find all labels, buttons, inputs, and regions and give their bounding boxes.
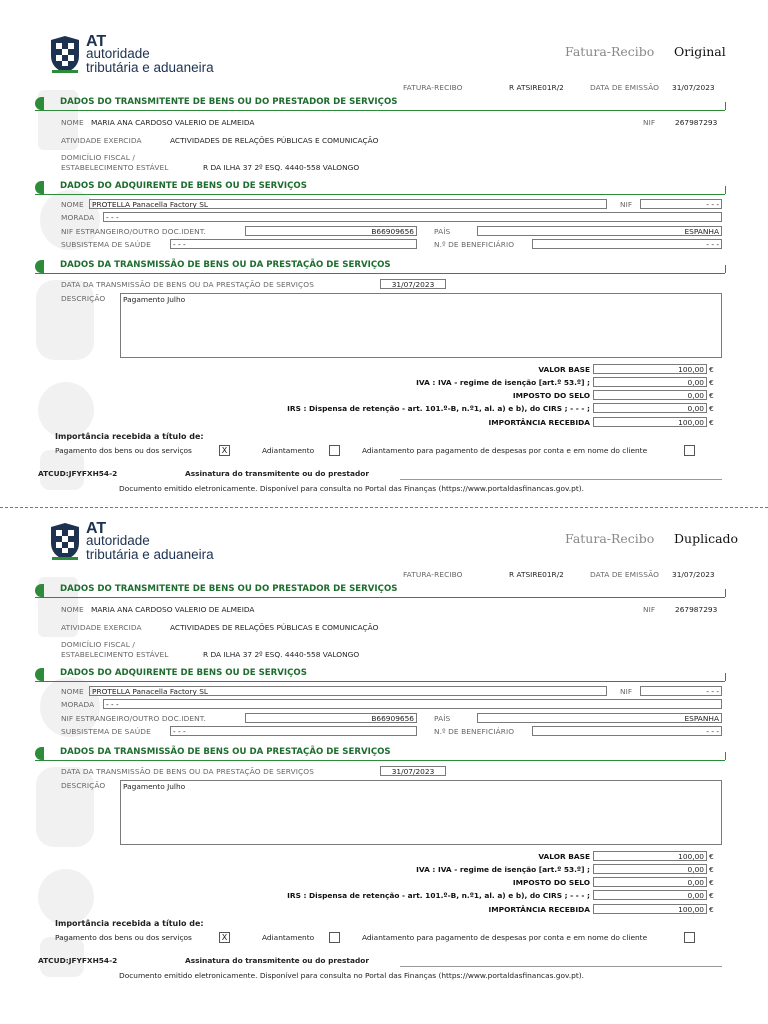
received-label: IMPORTÂNCIA RECEBIDA	[488, 905, 590, 914]
seller-domicile: R DA ILHA 37 2º ESQ. 4440-558 VALONGO	[203, 163, 360, 172]
buyer-beneficiary-label: N.º DE BENEFICIÁRIO	[434, 727, 515, 736]
irs-value: 0,00	[593, 890, 707, 900]
iva-currency: €	[709, 865, 714, 874]
electronic-note: Documento emitido eletronicamente. Disponível para consulta no Portal das Finanças (https://www.portaldasfinancas.gov.pt).	[119, 971, 584, 980]
payment-option-expenses-checkbox[interactable]	[684, 932, 695, 943]
atcud-code: ATCUD:JFYFXH54-2	[38, 956, 118, 965]
base-value: 100,00	[593, 364, 707, 374]
invoice-copy	[0, 487, 768, 992]
section-transaction: DADOS DA TRANSMISSÃO DE BENS OU DA PRESTAÇÃO DE SERVIÇOS	[35, 259, 725, 274]
signature-label: Assinatura do transmitente ou do prestador	[185, 956, 369, 965]
seller-activity: ACTIVIDADES DE RELAÇÕES PÚBLICAS E COMUNICAÇÃO	[170, 136, 379, 145]
payment-option-goods-checkbox[interactable]: X	[219, 445, 230, 456]
buyer-health-field: - - -	[170, 726, 417, 736]
received-label: IMPORTÂNCIA RECEBIDA	[488, 418, 590, 427]
buyer-foreign-nif-label: NIF ESTRANGEIRO/OUTRO DOC.IDENT.	[61, 227, 206, 236]
seller-name-label: NOME	[61, 118, 84, 127]
copy-label: Duplicado	[674, 531, 739, 546]
iva-value: 0,00	[593, 864, 707, 874]
base-currency: €	[709, 365, 714, 374]
buyer-nif-field: - - -	[640, 199, 722, 209]
doc-number: R ATSIRE01R/2	[509, 83, 564, 92]
at-logo-icon	[47, 34, 83, 74]
seller-name: MARIA ANA CARDOSO VALERIO DE ALMEIDA	[91, 118, 255, 127]
section-buyer: DADOS DO ADQUIRENTE DE BENS OU DE SERVIÇOS	[35, 667, 725, 682]
doc-label: FATURA-RECIBO	[403, 570, 463, 579]
iva-value: 0,00	[593, 377, 707, 387]
seller-domicile-label-2: ESTABELECIMENTO ESTÁVEL	[61, 650, 169, 659]
buyer-beneficiary-label: N.º DE BENEFICIÁRIO	[434, 240, 515, 249]
payment-option-goods-label: Pagamento dos bens ou dos serviços	[55, 446, 192, 455]
description-field: Pagamento Julho	[120, 780, 722, 845]
irs-label: IRS : Dispensa de retenção - art. 101.º-B, n.º1, al. a) e b), do CIRS ; - - - ;	[287, 404, 590, 413]
seller-domicile-label-2: ESTABELECIMENTO ESTÁVEL	[61, 163, 169, 172]
payment-option-advance-checkbox[interactable]	[329, 445, 340, 456]
logo-line2: tributária e aduaneira	[86, 60, 214, 75]
buyer-name-label: NOME	[61, 200, 84, 209]
logo-at-text: AT	[86, 520, 107, 537]
transaction-date-label: DATA DA TRANSMISSÃO DE BENS OU DA PRESTAÇÃO DE SERVIÇOS	[61, 767, 314, 776]
transaction-date-field: 31/07/2023	[380, 766, 446, 776]
payment-title: Importância recebida a título de:	[55, 919, 204, 928]
copy-label: Original	[674, 44, 726, 59]
buyer-name-field: PROTELLA Panacella Factory SL	[89, 686, 607, 696]
received-currency: €	[709, 418, 714, 427]
payment-option-advance-label: Adiantamento	[262, 446, 315, 455]
base-label: VALOR BASE	[538, 365, 590, 374]
payment-option-expenses-label: Adiantamento para pagamento de despesas por conta e em nome do cliente	[362, 446, 648, 455]
buyer-foreign-nif-label: NIF ESTRANGEIRO/OUTRO DOC.IDENT.	[61, 714, 206, 723]
buyer-country-label: PAÍS	[434, 714, 451, 723]
iva-label: IVA : IVA - regime de isenção [art.º 53.º] ;	[416, 378, 590, 387]
description-field: Pagamento Julho	[120, 293, 722, 358]
buyer-name-label: NOME	[61, 687, 84, 696]
description-label: DESCRIÇÃO	[61, 294, 106, 303]
document-type: Fatura-Recibo	[565, 44, 655, 59]
electronic-note: Documento emitido eletronicamente. Disponível para consulta no Portal das Finanças (https://www.portaldasfinancas.gov.pt).	[119, 484, 584, 493]
selo-currency: €	[709, 878, 714, 887]
seller-nif-label: NIF	[643, 118, 656, 127]
seller-activity-label: ATIVIDADE EXERCIDA	[61, 623, 142, 632]
section-seller: DADOS DO TRANSMITENTE DE BENS OU DO PRESTADOR DE SERVIÇOS	[35, 96, 725, 111]
buyer-name-field: PROTELLA Panacella Factory SL	[89, 199, 607, 209]
seller-domicile-label-1: DOMICÍLIO FISCAL /	[61, 640, 135, 649]
section-buyer: DADOS DO ADQUIRENTE DE BENS OU DE SERVIÇOS	[35, 180, 725, 195]
buyer-country-label: PAÍS	[434, 227, 451, 236]
seller-activity: ACTIVIDADES DE RELAÇÕES PÚBLICAS E COMUNICAÇÃO	[170, 623, 379, 632]
payment-option-advance-checkbox[interactable]	[329, 932, 340, 943]
iva-label: IVA : IVA - regime de isenção [art.º 53.º] ;	[416, 865, 590, 874]
logo-at-text: AT	[86, 33, 107, 50]
base-value: 100,00	[593, 851, 707, 861]
transaction-date-label: DATA DA TRANSMISSÃO DE BENS OU DA PRESTAÇÃO DE SERVIÇOS	[61, 280, 314, 289]
logo-line2: tributária e aduaneira	[86, 547, 214, 562]
irs-label: IRS : Dispensa de retenção - art. 101.º-B, n.º1, al. a) e b), do CIRS ; - - - ;	[287, 891, 590, 900]
document-type: Fatura-Recibo	[565, 531, 655, 546]
date-label: DATA DE EMISSÃO	[590, 83, 660, 92]
selo-value: 0,00	[593, 877, 707, 887]
buyer-address-label: MORADA	[61, 700, 95, 709]
buyer-foreign-nif-field: B66909656	[245, 713, 417, 723]
signature-line	[400, 479, 722, 480]
issue-date: 31/07/2023	[672, 83, 715, 92]
logo-line1: autoridade	[86, 533, 150, 548]
seller-nif: 267987293	[675, 118, 718, 127]
seller-name: MARIA ANA CARDOSO VALERIO DE ALMEIDA	[91, 605, 255, 614]
irs-value: 0,00	[593, 403, 707, 413]
base-currency: €	[709, 852, 714, 861]
doc-label: FATURA-RECIBO	[403, 83, 463, 92]
buyer-foreign-nif-field: B66909656	[245, 226, 417, 236]
irs-currency: €	[709, 891, 714, 900]
buyer-nif-label: NIF	[620, 200, 633, 209]
buyer-health-label: SUBSISTEMA DE SAÚDE	[61, 727, 151, 736]
buyer-address-field: - - -	[103, 212, 722, 222]
buyer-health-field: - - -	[170, 239, 417, 249]
received-value: 100,00	[593, 904, 707, 914]
logo-line1: autoridade	[86, 46, 150, 61]
selo-label: IMPOSTO DO SELO	[512, 391, 590, 400]
selo-currency: €	[709, 391, 714, 400]
description-label: DESCRIÇÃO	[61, 781, 106, 790]
at-logo-icon	[47, 521, 83, 561]
received-currency: €	[709, 905, 714, 914]
payment-option-expenses-checkbox[interactable]	[684, 445, 695, 456]
cut-line	[0, 507, 768, 508]
buyer-health-label: SUBSISTEMA DE SAÚDE	[61, 240, 151, 249]
seller-activity-label: ATIVIDADE EXERCIDA	[61, 136, 142, 145]
invoice-copy	[0, 0, 768, 505]
received-value: 100,00	[593, 417, 707, 427]
seller-domicile: R DA ILHA 37 2º ESQ. 4440-558 VALONGO	[203, 650, 360, 659]
buyer-beneficiary-field: - - -	[532, 726, 722, 736]
buyer-address-label: MORADA	[61, 213, 95, 222]
payment-option-expenses-label: Adiantamento para pagamento de despesas por conta e em nome do cliente	[362, 933, 648, 942]
buyer-nif-label: NIF	[620, 687, 633, 696]
issue-date: 31/07/2023	[672, 570, 715, 579]
transaction-date-field: 31/07/2023	[380, 279, 446, 289]
buyer-nif-field: - - -	[640, 686, 722, 696]
buyer-country-field: ESPANHA	[477, 713, 722, 723]
seller-nif: 267987293	[675, 605, 718, 614]
atcud-code: ATCUD:JFYFXH54-2	[38, 469, 118, 478]
signature-line	[400, 966, 722, 967]
signature-label: Assinatura do transmitente ou do prestador	[185, 469, 369, 478]
buyer-address-field: - - -	[103, 699, 722, 709]
seller-nif-label: NIF	[643, 605, 656, 614]
section-seller: DADOS DO TRANSMITENTE DE BENS OU DO PRESTADOR DE SERVIÇOS	[35, 583, 725, 598]
seller-name-label: NOME	[61, 605, 84, 614]
payment-title: Importância recebida a título de:	[55, 432, 204, 441]
seller-domicile-label-1: DOMICÍLIO FISCAL /	[61, 153, 135, 162]
section-transaction: DADOS DA TRANSMISSÃO DE BENS OU DA PRESTAÇÃO DE SERVIÇOS	[35, 746, 725, 761]
payment-option-goods-checkbox[interactable]: X	[219, 932, 230, 943]
selo-label: IMPOSTO DO SELO	[512, 878, 590, 887]
payment-option-advance-label: Adiantamento	[262, 933, 315, 942]
base-label: VALOR BASE	[538, 852, 590, 861]
buyer-country-field: ESPANHA	[477, 226, 722, 236]
payment-option-goods-label: Pagamento dos bens ou dos serviços	[55, 933, 192, 942]
iva-currency: €	[709, 378, 714, 387]
buyer-beneficiary-field: - - -	[532, 239, 722, 249]
irs-currency: €	[709, 404, 714, 413]
doc-number: R ATSIRE01R/2	[509, 570, 564, 579]
selo-value: 0,00	[593, 390, 707, 400]
date-label: DATA DE EMISSÃO	[590, 570, 660, 579]
